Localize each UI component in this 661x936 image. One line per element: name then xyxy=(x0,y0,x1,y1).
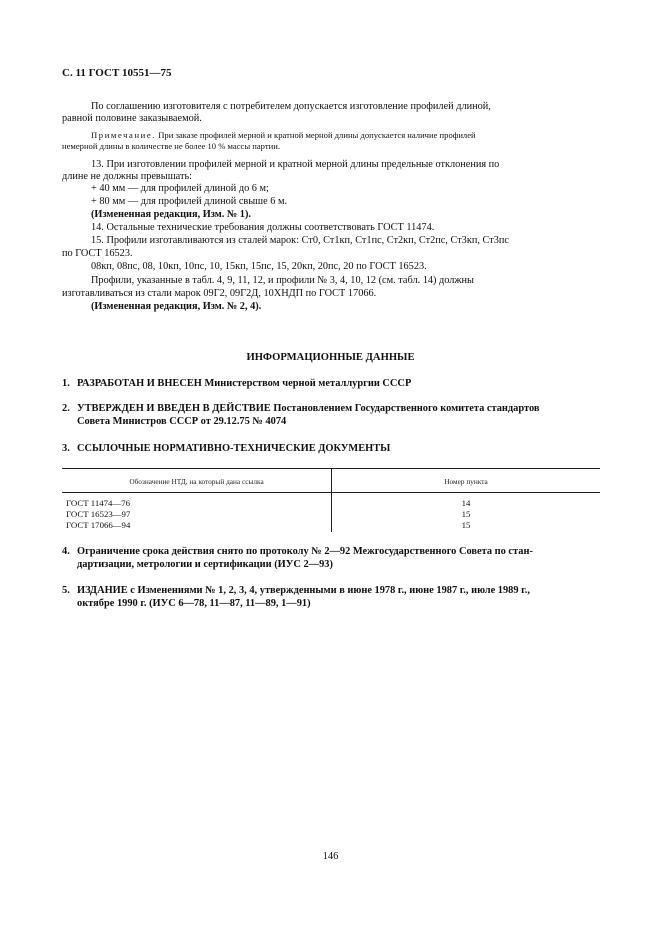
paragraph-line: 08кп, 08пс, 08, 10кп, 10пс, 10, 15кп, 15пс, 15, 20кп, 20пс, 20 по ГОСТ 16523. xyxy=(91,261,427,272)
item-text: РАЗРАБОТАН И ВНЕСЕН Министерством черной металлургии СССР xyxy=(77,378,412,389)
paragraph-line: Профили, указанные в табл. 4, 9, 11, 12, и профили № 3, 4, 10, 12 (см. табл. 14) должны xyxy=(91,275,474,286)
paragraph-line: равной половине заказываемой. xyxy=(62,113,202,124)
table-header-clause: Номер пункта xyxy=(444,477,488,486)
table-cell-doc: ГОСТ 17066—94 xyxy=(66,520,131,530)
info-item-5-cont: октябре 1990 г. (ИУС 6—78, 11—87, 11—89, 1—91) xyxy=(77,598,311,609)
table-cell-doc: ГОСТ 11474—76 xyxy=(66,498,131,508)
paragraph-line: по ГОСТ 16523. xyxy=(62,248,133,259)
table-header-doc: Обозначение НТД, на который дана ссылка xyxy=(129,477,264,486)
item-number: 4. xyxy=(62,546,70,557)
info-item-4-cont: дартизации, метрологии и сертификации (ИУС 2—93) xyxy=(77,559,333,570)
table-cell-clause: 14 xyxy=(461,498,471,508)
note-label: Примечание. xyxy=(91,130,157,140)
item-number: 5. xyxy=(62,585,70,596)
item-number: 2. xyxy=(62,403,70,414)
paragraph-line: По соглашению изготовителя с потребителем допускается изготовление профилей длиной, xyxy=(91,101,491,112)
paragraph-line: + 40 мм — для профилей длиной до 6 м; xyxy=(91,183,269,194)
info-item-3 xyxy=(62,443,390,456)
item-text: Ограничение срока действия снято по протоколу № 2—92 Межгосударственного Совета по стан- xyxy=(77,546,533,557)
edition-note: (Измененная редакция, Изм. № 1). xyxy=(91,209,251,220)
paragraph-line: 14. Остальные технические требования должны соответствовать ГОСТ 11474. xyxy=(91,222,435,233)
paragraph-line: 13. При изготовлении профилей мерной и кратной мерной длины предельные отклонения по xyxy=(91,159,500,170)
item-text: УТВЕРЖДЕН И ВВЕДЕН В ДЕЙСТВИЕ Постановлением Государственного комитета стандартов xyxy=(77,403,540,414)
item-number: 1. xyxy=(62,378,70,389)
item-text: ИЗДАНИЕ с Изменениями № 1, 2, 3, 4, утвержденными в июне 1978 г., июне 1987 г., июле 1989 г., xyxy=(77,585,530,596)
info-item-5 xyxy=(62,585,530,598)
info-item-2-cont: Совета Министров СССР от 29.12.75 № 4074 xyxy=(77,416,287,427)
table-cell-clause: 15 xyxy=(461,509,471,519)
note-line xyxy=(91,130,476,141)
page-number: 146 xyxy=(322,851,339,862)
item-text: ССЫЛОЧНЫЕ НОРМАТИВНО-ТЕХНИЧЕСКИЕ ДОКУМЕНТЫ xyxy=(77,443,391,454)
note-line: немерной длины в количестве не более 10 % массы партии. xyxy=(62,141,280,151)
note-text: При заказе профилей мерной и кратной мерной длины допускается наличие профилей xyxy=(158,130,476,140)
table-cell-doc: ГОСТ 16523—97 xyxy=(66,509,131,519)
paragraph-line: длине не должны превышать: xyxy=(62,171,193,182)
paragraph-line: + 80 мм — для профилей длиной свыше 6 м. xyxy=(91,196,288,207)
info-item-2 xyxy=(62,403,540,416)
info-item-1 xyxy=(62,378,411,391)
info-item-4 xyxy=(62,546,533,559)
edition-note: (Измененная редакция, Изм. № 2, 4). xyxy=(91,301,262,312)
info-section-title: ИНФОРМАЦИОННЫЕ ДАННЫЕ xyxy=(246,352,415,363)
page-header: С. 11 ГОСТ 10551—75 xyxy=(62,67,172,79)
table-cell-clause: 15 xyxy=(461,520,471,530)
paragraph-line: изготавливаться из стали марок 09Г2, 09Г2Д, 10ХНДП по ГОСТ 17066. xyxy=(62,288,377,299)
paragraph-line: 15. Профили изготавливаются из сталей марок: Ст0, Ст1кп, Ст1пс, Ст2кп, Ст2пс, Ст3кп, Ст3пс xyxy=(91,235,509,246)
item-number: 3. xyxy=(62,443,70,454)
